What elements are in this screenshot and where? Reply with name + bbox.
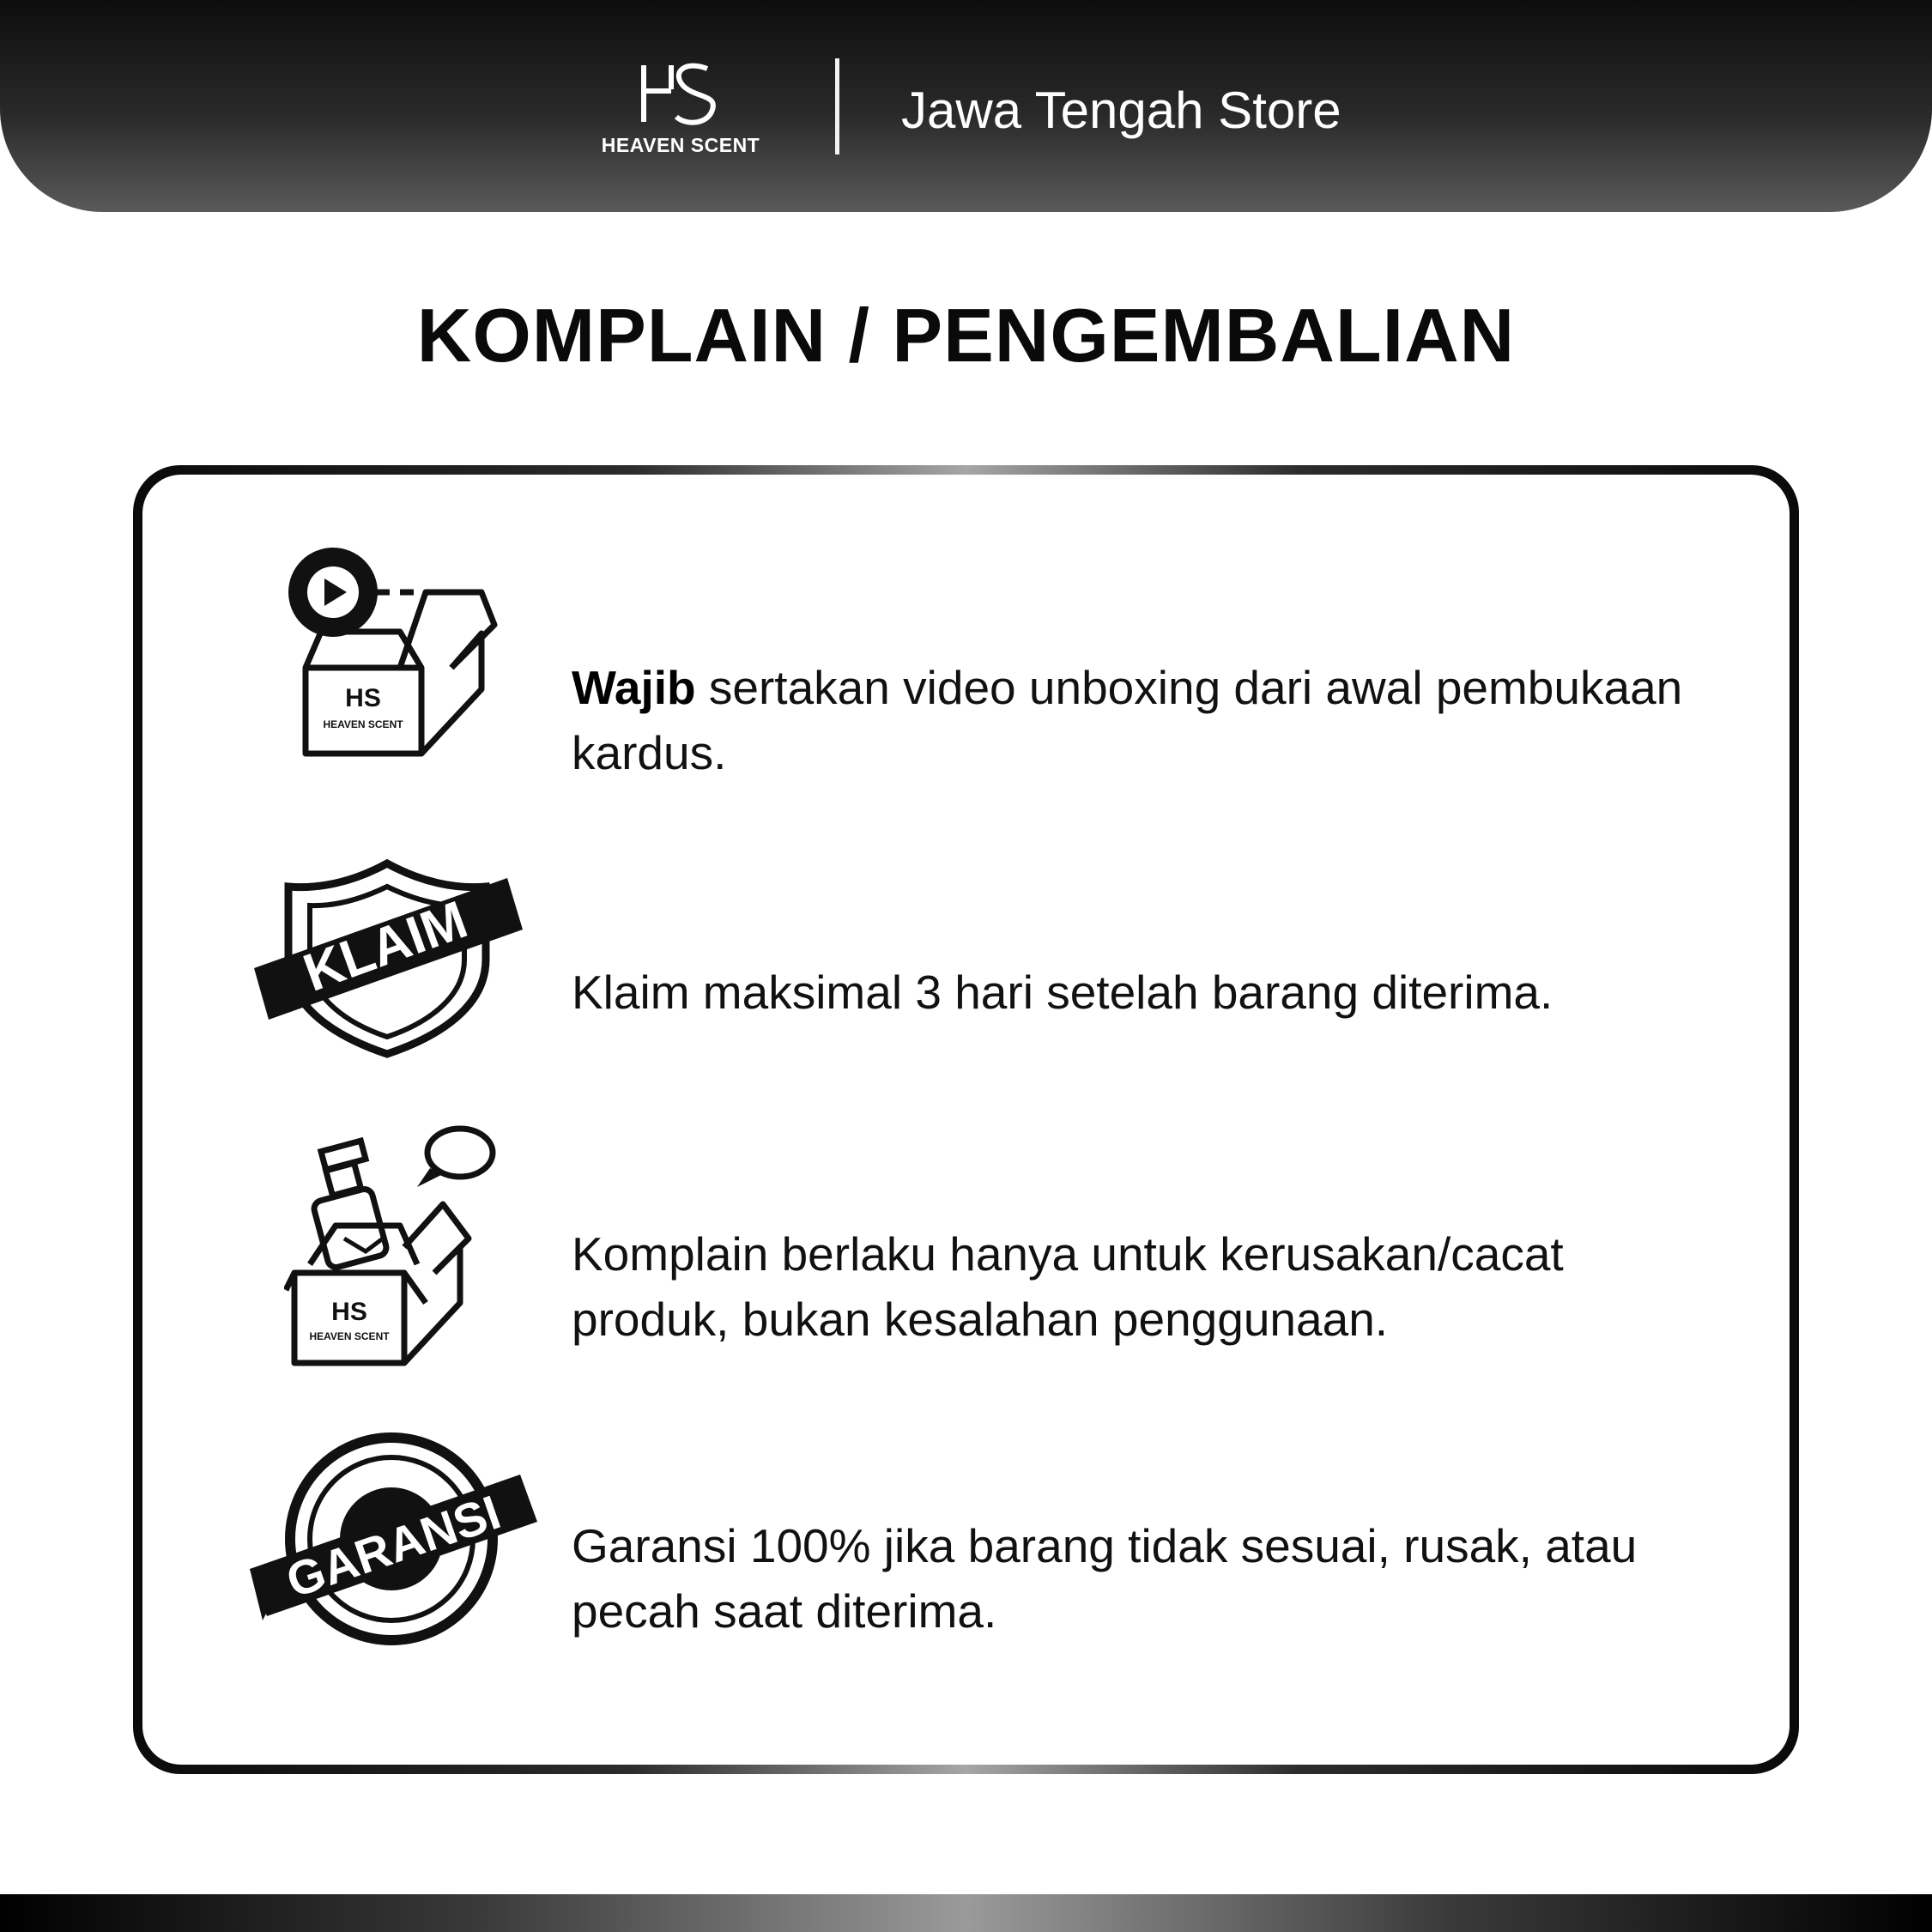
svg-text:HEAVEN SCENT: HEAVEN SCENT (309, 1330, 390, 1342)
svg-text:HS: HS (331, 1298, 367, 1326)
damaged-product-box-icon (284, 1118, 507, 1376)
header-divider (835, 58, 839, 154)
page-title: KOMPLAIN / PENGEMBALIAN (416, 293, 1516, 378)
policy-text-claim: Klaim maksimal 3 hari setelah barang diterima. (572, 966, 1553, 1019)
svg-text:GARANSI: GARANSI (279, 1484, 507, 1608)
policy-text-guarantee: Garansi 100% jika barang tidak sesuai, rusak, atau pecah saat diterima. (572, 1519, 1638, 1638)
unboxing-video-icon (288, 548, 512, 762)
policy-card (133, 465, 1799, 1774)
policy-text-unboxing: Wajib sertakan video unboxing dari awal pembukaan kardus. (572, 661, 1683, 779)
claim-shield-icon (250, 857, 524, 1058)
svg-text:HS: HS (345, 684, 381, 712)
brand-name: HEAVEN SCENT (601, 134, 760, 156)
policy-text-emphasis: Wajib (572, 661, 696, 714)
guarantee-seal-icon (245, 1427, 537, 1650)
footer-bar (0, 1894, 1932, 1932)
svg-text:KLAIM: KLAIM (296, 889, 475, 1003)
hs-monogram-icon (633, 60, 728, 129)
header-banner (0, 0, 1932, 212)
store-name: Jawa Tengah Store (901, 82, 1341, 139)
policy-text-complaint: Komplain berlaku hanya untuk kerusakan/cacat produk, bukan kesalahan penggunaan. (572, 1227, 1564, 1346)
brand-logo (591, 60, 771, 159)
svg-text:HEAVEN SCENT: HEAVEN SCENT (323, 718, 403, 730)
